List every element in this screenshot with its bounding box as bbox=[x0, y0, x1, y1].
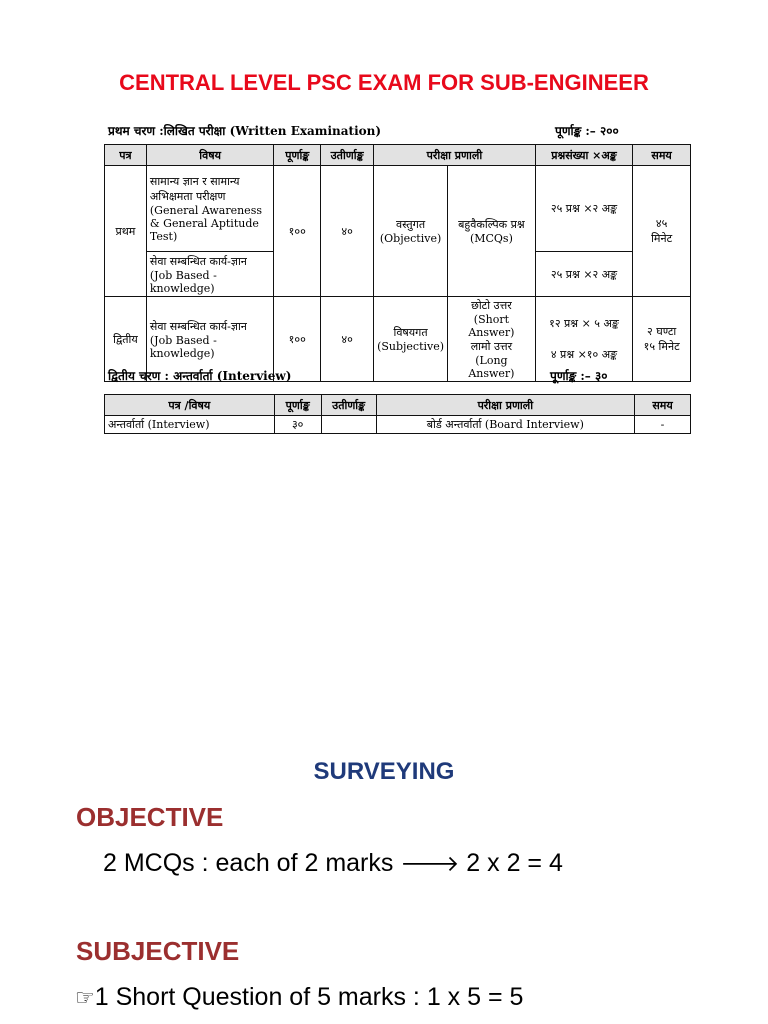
paper1-method: वस्तुगत (Objective) bbox=[374, 166, 448, 297]
paper1-subject-b: सेवा सम्बन्धित कार्य-ज्ञान (Job Based - knowledge) bbox=[146, 252, 273, 297]
arrow-right-icon: 🡒 bbox=[400, 852, 460, 877]
subjective-text: 1 Short Question of 5 marks : 1 x 5 = 5 bbox=[94, 983, 524, 1011]
paper2-method: विषयगत (Subjective) bbox=[374, 297, 448, 382]
interview-header-system: परीक्षा प्रणाली bbox=[376, 395, 634, 416]
paper2-question-type: छोटो उत्तर (Short Answer) लामो उत्तर (Long Answer) bbox=[448, 297, 536, 382]
paper1-question-type: बहुवैकल्पिक प्रश्न (MCQs) bbox=[448, 166, 536, 297]
written-full-marks: पूर्णाङ्क :– २०० bbox=[555, 124, 619, 138]
header-time: समय bbox=[633, 145, 691, 166]
interview-header-time: समय bbox=[635, 395, 691, 416]
interview-full-marks-cell: ३० bbox=[274, 416, 321, 434]
header-pass-marks: उतीर्णाङ्क bbox=[321, 145, 374, 166]
interview-time-cell: - bbox=[635, 416, 691, 434]
paper1-pass-marks: ४० bbox=[321, 166, 374, 297]
paper1-questions-a: २५ प्रश्न ×२ अङ्क bbox=[535, 166, 632, 252]
objective-text: 2 MCQs : each of 2 marks bbox=[103, 849, 401, 877]
written-exam-table bbox=[104, 144, 691, 382]
written-exam-caption: प्रथम चरण :लिखित परीक्षा (Written Examination) bbox=[108, 124, 382, 138]
interview-subject: अन्तर्वार्ता (Interview) bbox=[105, 416, 275, 434]
paper1-time: ४५ मिनेट bbox=[633, 166, 691, 297]
interview-system-cell: बोर्ड अन्तर्वार्ता (Board Interview) bbox=[376, 416, 634, 434]
paper2-name: द्वितीय bbox=[105, 297, 147, 382]
paper1-subject-a: सामान्य ज्ञान र सामान्य अभिक्षमता परीक्षण (General Awareness & General Aptitude Test) bbox=[146, 166, 273, 252]
interview-caption: द्वितीय चरण : अन्तर्वार्ता (Interview) bbox=[108, 369, 292, 383]
interview-table bbox=[104, 394, 691, 434]
paper2-questions: १२ प्रश्न × ५ अङ्क ४ प्रश्न ×१० अङ्क bbox=[535, 297, 632, 382]
paper1-name: प्रथम bbox=[105, 166, 147, 297]
interview-header-full: पूर्णाङ्क bbox=[274, 395, 321, 416]
header-paper: पत्र bbox=[105, 145, 147, 166]
paper2-time: २ घण्टा १५ मिनेट bbox=[633, 297, 691, 382]
subjective-heading: SUBJECTIVE bbox=[76, 936, 240, 966]
paper2-full-marks: १०० bbox=[274, 297, 321, 382]
objective-result: 2 x 2 = 4 bbox=[459, 849, 563, 877]
objective-line bbox=[103, 849, 563, 878]
interview-row bbox=[105, 416, 691, 434]
interview-pass-marks-cell bbox=[321, 416, 376, 434]
paper2-subject: सेवा सम्बन्धित कार्य-ज्ञान (Job Based - knowledge) bbox=[146, 297, 273, 382]
interview-header-pass: उतीर्णाङ्क bbox=[321, 395, 376, 416]
pointing-hand-icon: ☞ bbox=[75, 986, 95, 1011]
page-title: CENTRAL LEVEL PSC EXAM FOR SUB-ENGINEER bbox=[119, 70, 649, 95]
interview-header-row bbox=[105, 395, 691, 416]
header-questions-marks: प्रश्नसंख्या ×अङ्क bbox=[535, 145, 632, 166]
objective-heading: OBJECTIVE bbox=[76, 802, 224, 832]
paper1-full-marks: १०० bbox=[274, 166, 321, 297]
section-title-surveying: SURVEYING bbox=[313, 758, 455, 785]
header-full-marks: पूर्णाङ्क bbox=[274, 145, 321, 166]
paper2-pass-marks: ४० bbox=[321, 297, 374, 382]
header-exam-system: परीक्षा प्रणाली bbox=[374, 145, 536, 166]
interview-full-marks: पूर्णाङ्क :– ३० bbox=[550, 369, 608, 383]
interview-header-paper: पत्र /विषय bbox=[105, 395, 275, 416]
subjective-line bbox=[75, 983, 523, 1012]
written-header-row bbox=[105, 145, 691, 166]
header-subject: विषय bbox=[146, 145, 273, 166]
paper1-questions-b: २५ प्रश्न ×२ अङ्क bbox=[535, 252, 632, 297]
paper1-row-a bbox=[105, 166, 691, 252]
